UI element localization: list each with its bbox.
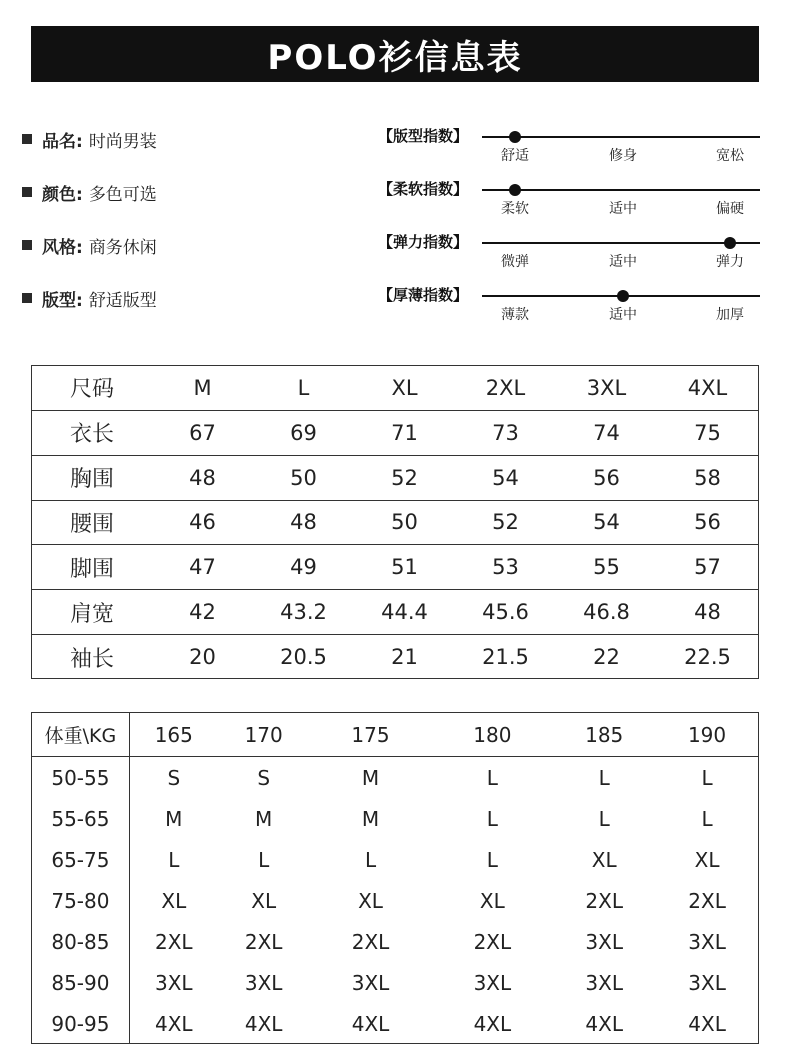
index-label: 【版型指数】 bbox=[378, 127, 469, 145]
table-cell: 4XL bbox=[688, 1011, 726, 1036]
index-marker-dot bbox=[509, 131, 521, 143]
index-tick-label: 宽松 bbox=[716, 148, 744, 164]
table-cell: 180 bbox=[473, 722, 512, 747]
table-cell: 50 bbox=[290, 465, 317, 490]
info-value: 舒适版型 bbox=[88, 290, 157, 311]
table-cell: S bbox=[167, 765, 181, 790]
table-cell: M bbox=[165, 806, 183, 831]
table-cell: XL bbox=[391, 375, 418, 400]
table-cell: XL bbox=[591, 847, 617, 872]
table-cell: 衣长 bbox=[69, 422, 114, 448]
index-tick-label: 舒适 bbox=[501, 148, 529, 164]
table-cell: XL bbox=[694, 847, 720, 872]
table-cell: 175 bbox=[351, 722, 390, 747]
table-cell: 20 bbox=[189, 645, 216, 670]
info-value: 多色可选 bbox=[88, 184, 157, 205]
table-cell: 46.8 bbox=[583, 600, 630, 625]
table-cell: 44.4 bbox=[381, 600, 428, 625]
table-cell: 54 bbox=[593, 510, 620, 535]
table-row bbox=[32, 501, 758, 546]
index-label: 【柔软指数】 bbox=[378, 180, 469, 198]
page-title: POLO衫信息表 bbox=[31, 26, 759, 82]
table-cell: 3XL bbox=[244, 970, 283, 995]
table-cell: 74 bbox=[593, 420, 620, 445]
info-label: 风格: bbox=[42, 237, 83, 258]
table-cell: L bbox=[701, 765, 713, 790]
table-row bbox=[32, 962, 758, 1003]
table-cell: 54 bbox=[492, 465, 519, 490]
table-cell: 尺码 bbox=[69, 377, 114, 403]
table-cell: 4XL bbox=[473, 1011, 512, 1036]
table-cell: 46 bbox=[189, 510, 216, 535]
square-bullet-icon bbox=[22, 293, 32, 303]
table-cell: 48 bbox=[189, 465, 216, 490]
info-item-color bbox=[22, 180, 157, 204]
table-cell: 48 bbox=[694, 600, 721, 625]
table-cell: 45.6 bbox=[482, 600, 529, 625]
table-cell: 52 bbox=[391, 465, 418, 490]
table-cell: L bbox=[297, 375, 310, 400]
table-cell: 2XL bbox=[485, 375, 526, 400]
table-cell: L bbox=[364, 847, 377, 872]
table-cell: L bbox=[486, 847, 498, 872]
table-cell: 2XL bbox=[155, 929, 193, 954]
table-cell: 4XL bbox=[687, 375, 728, 400]
square-bullet-icon bbox=[22, 240, 32, 250]
table-row bbox=[32, 757, 758, 798]
index-tick-label: 加厚 bbox=[716, 307, 744, 323]
info-item-style bbox=[22, 233, 157, 257]
table-cell: 4XL bbox=[351, 1011, 390, 1036]
square-bullet-icon bbox=[22, 134, 32, 144]
table-row bbox=[32, 880, 758, 921]
table-cell: 2XL bbox=[585, 888, 623, 913]
info-value: 商务休闲 bbox=[88, 237, 157, 258]
table-cell: 22.5 bbox=[684, 645, 731, 670]
table-cell: 49 bbox=[290, 555, 317, 580]
table-cell: 50 bbox=[391, 510, 418, 535]
table-cell: 2XL bbox=[244, 929, 283, 954]
table-header-row bbox=[32, 366, 758, 411]
table-cell: 67 bbox=[189, 420, 216, 445]
index-row bbox=[378, 231, 760, 283]
table-header-row bbox=[32, 713, 758, 757]
table-cell: 3XL bbox=[688, 929, 726, 954]
table-cell: S bbox=[257, 765, 271, 790]
table-cell: 42 bbox=[189, 600, 216, 625]
table-cell: 2XL bbox=[473, 929, 512, 954]
table-cell: 85-90 bbox=[51, 970, 110, 995]
table-cell: 53 bbox=[492, 555, 519, 580]
table-cell: 55-65 bbox=[51, 806, 110, 831]
table-cell: L bbox=[258, 847, 270, 872]
index-scale-line bbox=[482, 136, 760, 138]
table-cell: 170 bbox=[244, 722, 283, 747]
table-cell: 55 bbox=[593, 555, 620, 580]
index-tick-label: 偏硬 bbox=[716, 201, 744, 217]
table-cell: 56 bbox=[694, 510, 721, 535]
index-tick-label: 适中 bbox=[609, 307, 637, 323]
table-cell: 52 bbox=[492, 510, 519, 535]
index-tick-label: 适中 bbox=[609, 201, 637, 217]
table-cell: 3XL bbox=[688, 970, 726, 995]
index-tick-label: 修身 bbox=[609, 148, 637, 164]
table-cell: 56 bbox=[593, 465, 620, 490]
table-row bbox=[32, 921, 758, 962]
table-row bbox=[32, 839, 758, 880]
table-cell: L bbox=[598, 765, 610, 790]
table-cell: L bbox=[486, 765, 498, 790]
table-cell: 48 bbox=[290, 510, 317, 535]
table-cell: L bbox=[598, 806, 610, 831]
table-cell: 袖长 bbox=[69, 646, 114, 672]
square-bullet-icon bbox=[22, 187, 32, 197]
weight-size-table bbox=[31, 712, 759, 1044]
table-cell: XL bbox=[479, 888, 505, 913]
table-cell: 4XL bbox=[155, 1011, 193, 1036]
table-row bbox=[32, 1003, 758, 1044]
table-cell: 3XL bbox=[585, 929, 623, 954]
table-cell: 57 bbox=[694, 555, 721, 580]
index-row bbox=[378, 125, 760, 177]
index-marker-dot bbox=[509, 184, 521, 196]
table-cell: 71 bbox=[391, 420, 418, 445]
table-cell: 75-80 bbox=[51, 888, 110, 913]
table-cell: 73 bbox=[492, 420, 519, 445]
index-row bbox=[378, 178, 760, 230]
table-cell: 165 bbox=[154, 722, 193, 747]
table-cell: 3XL bbox=[585, 970, 623, 995]
table-cell: L bbox=[168, 847, 180, 872]
table-cell: 22 bbox=[593, 645, 620, 670]
table-cell: 3XL bbox=[351, 970, 390, 995]
index-marker-dot bbox=[724, 237, 736, 249]
index-marker-dot bbox=[617, 290, 629, 302]
table-row bbox=[32, 798, 758, 839]
table-row bbox=[32, 635, 758, 680]
table-cell: 190 bbox=[687, 722, 727, 747]
table-cell: M bbox=[255, 806, 273, 831]
table-cell: 65-75 bbox=[51, 847, 110, 872]
table-cell: 腰围 bbox=[69, 511, 114, 537]
table-cell: 21 bbox=[391, 645, 418, 670]
index-label: 【厚薄指数】 bbox=[378, 286, 469, 304]
table-cell: M bbox=[361, 806, 380, 831]
table-cell: 69 bbox=[290, 420, 317, 445]
table-cell: 21.5 bbox=[482, 645, 529, 670]
info-item-name bbox=[22, 127, 157, 151]
table-cell: 43.2 bbox=[280, 600, 327, 625]
table-cell: 3XL bbox=[586, 375, 627, 400]
info-value: 时尚男装 bbox=[88, 131, 157, 152]
table-cell: 50-55 bbox=[51, 765, 110, 790]
table-cell: XL bbox=[251, 888, 277, 913]
table-row bbox=[32, 590, 758, 635]
table-cell: 胸围 bbox=[69, 467, 114, 493]
table-cell: 51 bbox=[391, 555, 418, 580]
index-tick-label: 弹力 bbox=[716, 254, 744, 270]
table-cell: 80-85 bbox=[51, 929, 110, 954]
table-cell: M bbox=[361, 765, 380, 790]
table-cell: 脚围 bbox=[69, 556, 114, 582]
table-row bbox=[32, 411, 758, 456]
table-cell: 体重\KG bbox=[44, 725, 117, 747]
table-cell: 75 bbox=[694, 420, 721, 445]
index-scale-line bbox=[482, 189, 760, 191]
index-tick-label: 微弹 bbox=[501, 254, 529, 270]
table-cell: 185 bbox=[585, 722, 624, 747]
index-tick-label: 柔软 bbox=[501, 201, 529, 217]
table-cell: 3XL bbox=[473, 970, 512, 995]
index-scale-line bbox=[482, 242, 760, 244]
table-cell: 4XL bbox=[585, 1011, 623, 1036]
column-divider bbox=[129, 713, 130, 1043]
table-cell: 4XL bbox=[244, 1011, 283, 1036]
table-cell: 20.5 bbox=[280, 645, 327, 670]
info-label: 版型: bbox=[42, 290, 83, 311]
table-cell: 2XL bbox=[351, 929, 390, 954]
table-cell: L bbox=[701, 806, 713, 831]
index-row bbox=[378, 284, 760, 336]
index-label: 【弹力指数】 bbox=[378, 233, 469, 251]
size-table bbox=[31, 365, 759, 679]
index-tick-label: 适中 bbox=[609, 254, 637, 270]
table-cell: L bbox=[486, 806, 498, 831]
info-label: 品名: bbox=[42, 131, 83, 152]
table-cell: XL bbox=[358, 888, 383, 913]
table-cell: 肩宽 bbox=[69, 601, 114, 627]
table-cell: M bbox=[193, 375, 212, 400]
info-label: 颜色: bbox=[42, 184, 83, 205]
table-cell: 90-95 bbox=[51, 1011, 110, 1036]
table-cell: XL bbox=[161, 888, 187, 913]
table-row bbox=[32, 456, 758, 501]
table-cell: 58 bbox=[694, 465, 721, 490]
table-cell: 3XL bbox=[155, 970, 193, 995]
table-row bbox=[32, 545, 758, 590]
index-tick-label: 薄款 bbox=[501, 307, 529, 323]
table-cell: 2XL bbox=[688, 888, 726, 913]
table-cell: 47 bbox=[189, 555, 216, 580]
info-item-fit bbox=[22, 286, 157, 310]
